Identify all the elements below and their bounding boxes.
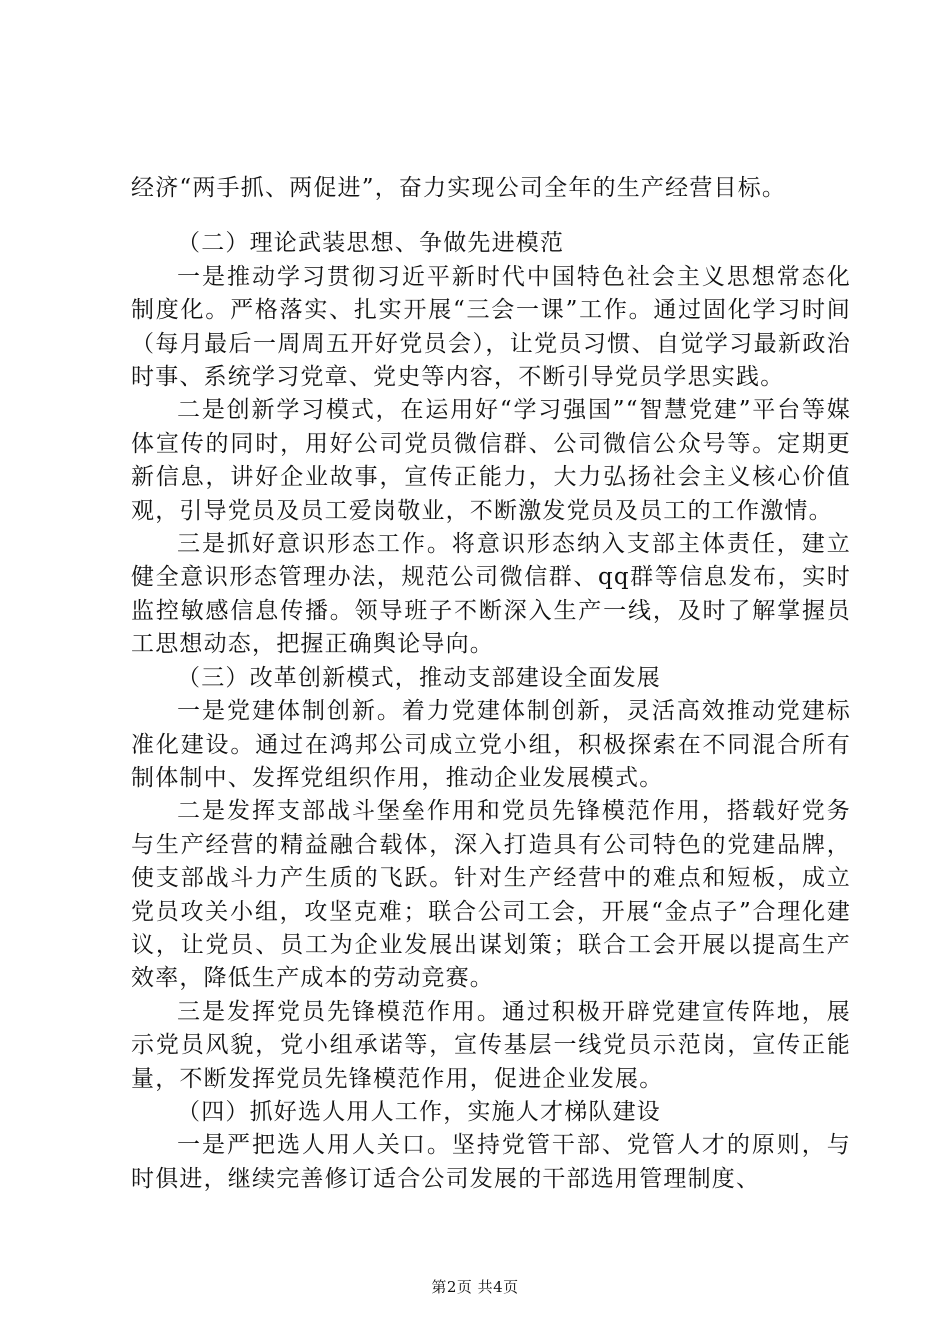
paragraph: 三是发挥党员先锋模范作用。通过积极开辟党建宣传阵地，展示党员风貌，党小组承诺等，宣传基层一线党员示范岗，宣传正能量，不断发挥党员先锋模范作用，促进企业发展。: [131, 998, 851, 1092]
paragraph: 一是党建体制创新。着力党建体制创新，灵活高效推动党建标准化建设。通过在鸿邦公司成立党小组，积极探索在不同混合所有制体制中、发挥党组织作用，推动企业发展模式。: [131, 698, 851, 791]
section-heading-4: （四）抓好选人用人工作，实施人才梯队建设: [177, 1098, 661, 1125]
page-number-footer: 第2页 共4页: [431, 1278, 519, 1296]
paragraph: 二是发挥支部战斗堡垒作用和党员先锋模范作用，搭载好党务与生产经营的精益融合载体，深入打造具有公司特色的党建品牌，使支部战斗力产生质的飞跃。针对生产经营中的难点和短板，成立党员攻关小组，攻坚克难；联合公司工会，开展“金点子”合理化建议，让党员、员工为企业发展出谋划策；联合工会开展以提高生产效率，降低生产成本的劳动竞赛。: [131, 798, 851, 992]
section-heading-3: （三）改革创新模式，推动支部建设全面发展: [177, 664, 661, 691]
paragraph: 三是抓好意识形态工作。将意识形态纳入支部主体责任，建立健全意识形态管理办法，规范公司微信群、qq群等信息发布，实时监控敏感信息传播。领导班子不断深入生产一线，及时了解掌握员工思想动态，把握正确舆论导向。: [131, 531, 851, 658]
paragraph: 一是推动学习贯彻习近平新时代中国特色社会主义思想常态化制度化。严格落实、扎实开展“三会一课”工作。通过固化学习时间（每月最后一周周五开好党员会），让党员习惯、自觉学习最新政治时事、系统学习党章、党史等内容，不断引导党员学思实践。: [131, 263, 851, 391]
paragraph: 二是创新学习模式，在运用好“学习强国”“智慧党建”平台等媒体宣传的同时，用好公司党员微信群、公司微信公众号等。定期更新信息，讲好企业故事，宣传正能力，大力弘扬社会主义核心价值观，引导党员及员工爱岗敬业，不断激发党员及员工的工作激情。: [131, 397, 851, 524]
paragraph: 一是严把选人用人关口。坚持党管干部、党管人才的原则，与时俱进，继续完善修订适合公司发展的干部选用管理制度、: [131, 1132, 851, 1192]
section-heading-2: （二）理论武装思想、争做先进模范: [177, 230, 565, 257]
document-body: [131, 172, 851, 1196]
paragraph-continuation: 经济“两手抓、两促进”，奋力实现公司全年的生产经营目标。: [131, 175, 787, 201]
